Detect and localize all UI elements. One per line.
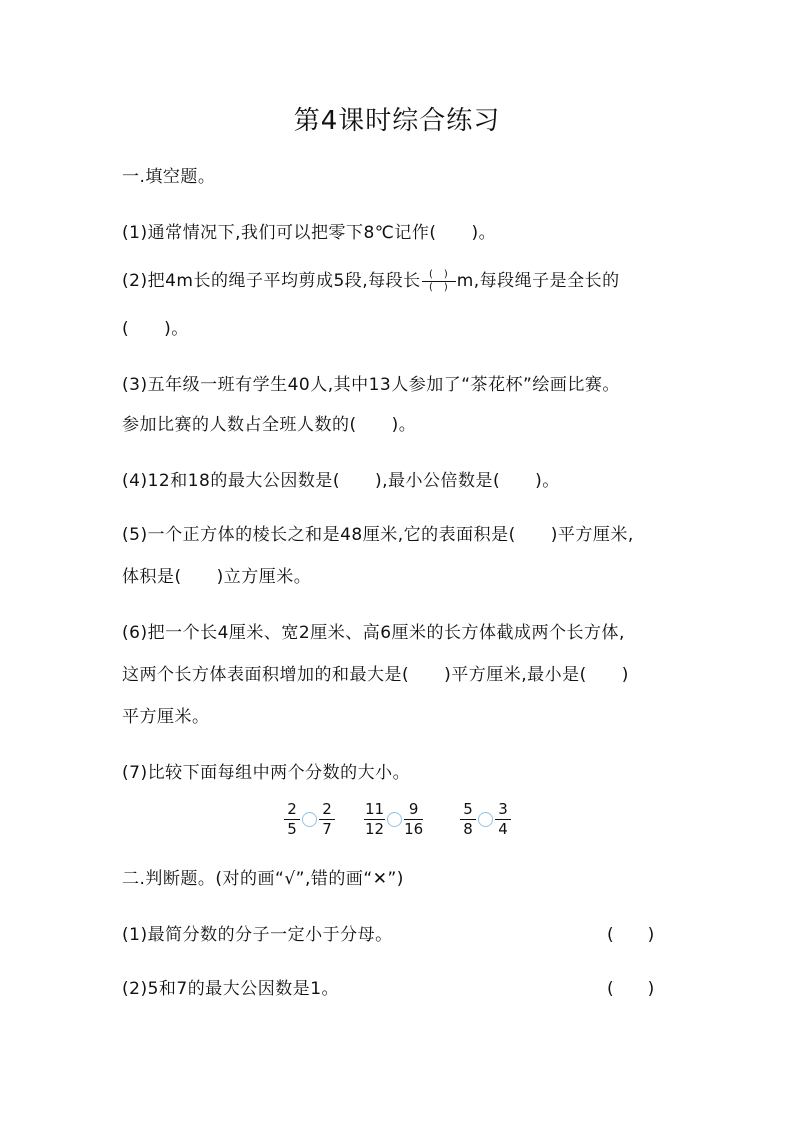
page-title: 第4课时综合练习	[293, 106, 501, 136]
numerator: 11	[365, 800, 385, 818]
question-6-line2: 这两个长方体表面积增加的和最大是( )平方厘米,最小是( )	[122, 665, 629, 685]
question-5-line1: (5)一个正方体的棱长之和是48厘米,它的表面积是( )平方厘米,	[122, 525, 634, 545]
section1-heading: 一.填空题。	[122, 167, 216, 187]
numerator: 3	[495, 800, 511, 820]
question-7: (7)比较下面每组中两个分数的大小。	[122, 763, 411, 783]
judge-answer-blank-2[interactable]: ( )	[607, 979, 655, 999]
fraction-right	[495, 800, 511, 839]
question-2-line2: ( )。	[122, 319, 189, 339]
question-5-line2: 体积是( )立方厘米。	[122, 567, 312, 587]
question-6-line3: 平方厘米。	[122, 707, 210, 727]
numerator: 5	[460, 800, 476, 820]
fraction-left	[460, 800, 476, 839]
compare-group-3	[460, 800, 511, 839]
denominator: 5	[287, 820, 297, 838]
judge-answer-blank-1[interactable]: ( )	[607, 925, 655, 945]
blank-fraction	[422, 269, 456, 294]
question-1: (1)通常情况下,我们可以把零下8℃记作( )。	[122, 223, 497, 243]
denominator: 8	[463, 820, 473, 838]
denominator: 7	[322, 820, 332, 838]
numerator: 2	[319, 800, 335, 820]
question-3-line2: 参加比赛的人数占全班人数的( )。	[122, 415, 417, 435]
question-3-line1: (3)五年级一班有学生40人,其中13人参加了“茶花杯”绘画比赛。	[122, 375, 620, 395]
question-6-line1: (6)把一个长4厘米、宽2厘米、高6厘米的长方体截成两个长方体,	[122, 623, 625, 643]
question-2-text-a: (2)把4m长的绳子平均剪成5段,每段长	[122, 271, 421, 291]
compare-circle-input[interactable]	[387, 812, 402, 827]
compare-group-1	[284, 800, 335, 839]
blank-denominator: ( )	[429, 281, 449, 293]
section2-heading: 二.判断题。(对的画“√”,错的画“✕”)	[122, 869, 404, 889]
question-2-line1	[122, 266, 620, 294]
question-4: (4)12和18的最大公因数是( ),最小公倍数是( )。	[122, 471, 560, 491]
question-2-text-b: m,每段绳子是全长的	[456, 271, 620, 291]
judge-question-2: (2)5和7的最大公因数是1。	[122, 979, 340, 999]
fraction-right	[404, 800, 423, 839]
blank-numerator: ( )	[422, 269, 456, 282]
compare-circle-input[interactable]	[478, 812, 493, 827]
fraction-left	[284, 800, 300, 839]
compare-circle-input[interactable]	[302, 812, 317, 827]
compare-group-2	[364, 800, 423, 839]
fraction-right	[319, 800, 335, 839]
denominator: 16	[404, 820, 424, 838]
denominator: 12	[365, 820, 385, 838]
denominator: 4	[498, 820, 508, 838]
numerator: 2	[284, 800, 300, 820]
judge-question-1: (1)最简分数的分子一定小于分母。	[122, 925, 393, 945]
fraction-left	[364, 800, 385, 839]
numerator: 9	[404, 800, 423, 820]
